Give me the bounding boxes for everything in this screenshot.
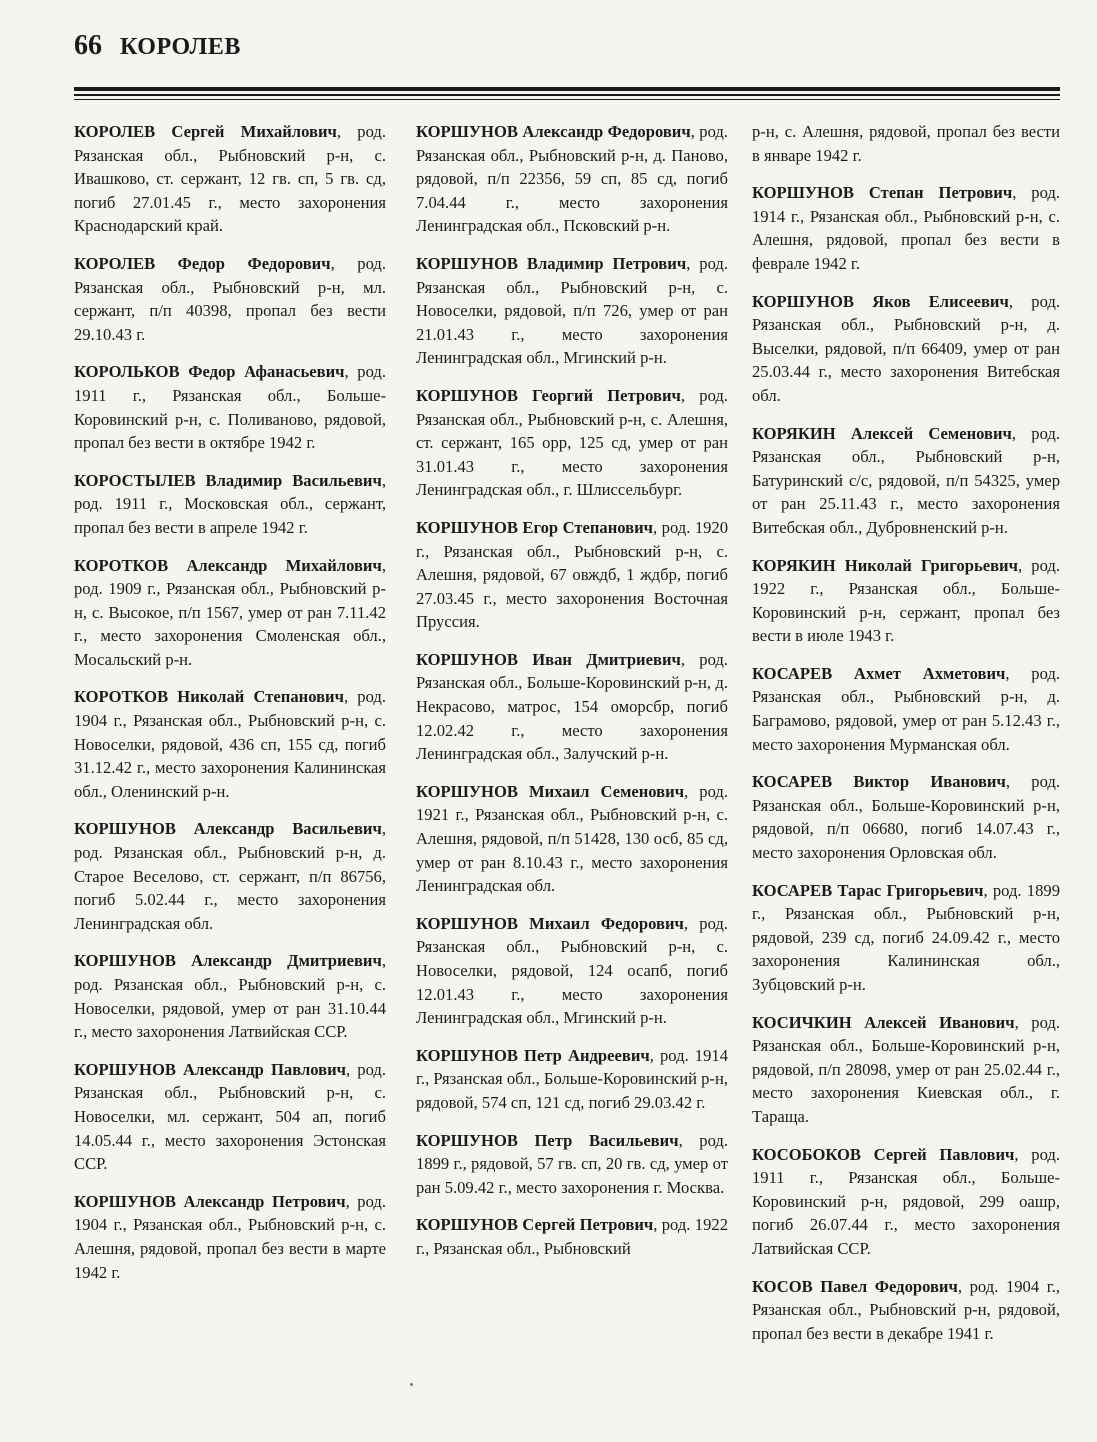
entry-text: , род. 1911 г., Рязанская обл., Больше-Коровинский р-н, с. Поливаново, рядовой, пропал без вести в октябре 1942 г. [74, 362, 386, 453]
entry-text: , род. 1914 г., Рязанская обл., Больше-Коровинский р-н, рядовой, 574 сп, 121 сд, погиб 29.03.42 г. [416, 1045, 728, 1112]
entry-text: , род. Рязанская обл., Рыбновский р-н, мл. сержант, п/п 40398, пропал без вести 29.10.43 г. [74, 253, 386, 344]
entry [416, 120, 728, 238]
entry-text: , род. 1914 г., Рязанская обл., Рыбновский р-н, с. Алешня, рядовой, пропал без вести в феврале 1942 г. [752, 183, 1060, 273]
entry [752, 290, 1060, 408]
entry-text: , род. Рязанская обл., Рыбновский р-н, д. Баграмово, рядовой, умер от ран 5.12.43 г., место захоронения Мурманская обл. [752, 663, 1060, 754]
entry [752, 879, 1060, 997]
entry [416, 1129, 728, 1200]
entry-name: КОРШУНОВ Степан Петрович [752, 183, 1013, 203]
entry [74, 252, 386, 346]
entry-name: КОРШУНОВ Егор Степанович [416, 517, 654, 537]
entry-name: КОРШУНОВ Сергей Петрович [416, 1215, 654, 1235]
entry-text: , род. Рязанская обл., Рыбновский р-н, д. Паново, рядовой, п/п 22356, 59 сп, 85 сд, погиб 7.04.44 г., место захоронения Ленинградская обл., Псковский р-н. [416, 122, 728, 236]
entry-name: КОРШУНОВ Иван Дмитриевич [416, 649, 681, 669]
column-3 [752, 120, 1060, 1359]
entry [752, 1011, 1060, 1129]
entry-name: КОРОЛЕВ Федор Федорович [74, 253, 331, 273]
entry [752, 1275, 1060, 1346]
entry-text: , род. Рязанская обл., Рыбновский р-н, Батуринский с/с, рядовой, п/п 54325, умер от ран 25.11.43 г., место захоронения Витебская обл., Дубровненский р-н. [752, 423, 1060, 537]
entry-name: КОСОВ Павел Федорович [752, 1276, 958, 1296]
entry [74, 1190, 386, 1284]
entry-name: КОРШУНОВ Александр Дмитриевич [74, 951, 382, 971]
entry-text: , род. 1920 г., Рязанская обл., Рыбновский р-н, с. Алешня, рядовой, 67 овждб, 1 ждбр, погиб 27.03.45 г., место захоронения Восточная Пруссия. [416, 517, 729, 632]
entry-name: КОРШУНОВ Петр Андреевич [416, 1045, 650, 1065]
entry-text: , род. 1904 г., Рязанская обл., Рыбновский р-н, с. Новоселки, рядовой, 436 сп, 155 сд, погиб 31.12.42 г., место захоронения Калининская обл., Оленинский р-н. [74, 687, 386, 801]
header-rule [74, 87, 1060, 91]
entry-name: КОРШУНОВ Владимир Петрович [416, 253, 687, 273]
entry-text: , род. Рязанская обл., Рыбновский р-н, с. Новоселки, мл. сержант, 504 ап, погиб 14.05.44 г., место захоронения Эстонская ССР. [74, 1059, 386, 1174]
entry [74, 120, 386, 238]
entry-name: КОСИЧКИН Алексей Иванович [752, 1012, 1015, 1032]
entry-text: , род. Рязанская обл., Больше-Коровинский р-н, рядовой, п/п 28098, умер от ран 25.02.44 г., место захоронения Киевская обл., г. Тараща. [752, 1012, 1060, 1126]
entry-name: КОРШУНОВ Александр Васильевич [74, 819, 382, 839]
entry [416, 1044, 728, 1115]
entry [416, 516, 728, 634]
entry-name: КОРОЛЕВ Сергей Михайлович [74, 122, 337, 141]
entry-text: , род. 1899 г., Рязанская обл., Рыбновский р-н, рядовой, 239 сд, погиб 24.09.42 г., место захоронения Калининская обл., Зубцовский р-н. [752, 880, 1060, 994]
entry [74, 949, 386, 1043]
entry-text: , род. Рязанская обл., Рыбновский р-н, с. Ивашково, ст. сержант, 12 гв. сп, 5 гв. сд, погиб 27.01.45 г., место захоронения Краснодарский край. [74, 122, 386, 236]
entry [416, 1213, 728, 1260]
header-rule [74, 99, 1060, 100]
column-2 [416, 120, 728, 1275]
entry [752, 770, 1060, 864]
entry-text: , род. Рязанская обл., Рыбновский р-н, с. Новоселки, рядовой, умер от ран 31.10.44 г., место захоронения Латвийская ССР. [74, 951, 386, 1042]
entry-name: КОСАРЕВ Тарас Григорьевич [752, 880, 984, 900]
entry-text: , род. 1899 г., рядовой, 57 гв. сп, 20 гв. сд, умер от ран 5.09.42 г., место захоронения г. Москва. [416, 1130, 728, 1197]
page-number: 66 [74, 30, 102, 61]
entry-text: , род. 1904 г., Рязанская обл., Рыбновский р-н, с. Алешня, рядовой, пропал без вести в марте 1942 г. [74, 1191, 386, 1282]
entry [416, 384, 728, 502]
entry [416, 252, 728, 370]
running-head: КОРОЛЕВ [120, 34, 241, 60]
entry-name: КОРОЛЬКОВ Федор Афанасьевич [74, 362, 345, 382]
entry [416, 780, 728, 898]
entry-text: , род. 1911 г., Рязанская обл., Больше-Коровинский р-н, рядовой, 299 оашр, погиб 26.07.44 г., место захоронения Латвийская ССР. [752, 1144, 1060, 1258]
entry [74, 1058, 386, 1176]
entry [416, 648, 728, 766]
entry-text: , род. Рязанская обл., Больше-Коровинский р-н, рядовой, п/п 06680, погиб 14.07.43 г., место захоронения Орловская обл. [752, 772, 1060, 863]
entry-text: , род. Рязанская обл., Больше-Коровинский р-н, д. Некрасово, матрос, 154 оморсбр, погиб 12.02.42 г., место захоронения Ленинградская обл., Залучский р-н. [416, 649, 728, 764]
print-speck [410, 1383, 413, 1386]
entry-text: , род. 1922 г., Рязанская обл., Рыбновский [416, 1215, 728, 1258]
entry-name: КОСАРЕВ Виктор Иванович [752, 772, 1006, 792]
entry [752, 1143, 1060, 1261]
entry [752, 181, 1060, 275]
entry-name: КОРОСТЫЛЕВ Владимир Васильевич [74, 470, 382, 490]
entry-text: , род. Рязанская обл., Рыбновский р-н, с. Новоселки, рядовой, п/п 726, умер от ран 21.01.43 г., место захоронения Ленинградская обл., Мгинский р-н. [416, 253, 728, 368]
entry [752, 120, 1060, 167]
entry-text: , род. 1922 г., Рязанская обл., Больше-Коровинский р-н, сержант, пропал без вести в июле 1943 г. [752, 555, 1060, 646]
entry-text: , род. Рязанская обл., Рыбновский р-н, д. Выселки, рядовой, п/п 66409, умер от ран 25.03.44 г., место захоронения Витебская обл. [752, 291, 1060, 405]
entry-name: КОРШУНОВ Александр Федорович [416, 122, 691, 141]
entry-text: , род. 1904 г., Рязанская обл., Рыбновский р-н, рядовой, пропал без вести в декабре 1941 г. [752, 1276, 1061, 1343]
entry-name: КОРШУНОВ Яков Елисеевич [752, 291, 1009, 311]
entry-name: КОРШУНОВ Александр Павлович [74, 1059, 347, 1079]
entry-text: , род. Рязанская обл., Рыбновский р-н, д. Старое Веселово, ст. сержант, п/п 86756, погиб 5.02.44 г., место захоронения Ленинградская обл. [74, 819, 386, 933]
column-1 [74, 120, 386, 1298]
entry-text: р-н, с. Алешня, рядовой, пропал без вести в январе 1942 г. [752, 122, 1060, 165]
entry-name: КОРШУНОВ Александр Петрович [74, 1191, 346, 1211]
entry [416, 912, 728, 1030]
entry-name: КОРШУНОВ Михаил Семенович [416, 781, 685, 801]
entry-name: КОРШУНОВ Петр Васильевич [416, 1130, 679, 1150]
page-header [74, 30, 241, 62]
entry [74, 360, 386, 454]
entry-text: , род. 1911 г., Московская обл., сержант, пропал без вести в апреле 1942 г. [74, 470, 386, 537]
entry-name: КОСАРЕВ Ахмет Ахметович [752, 663, 1006, 683]
entry [752, 662, 1060, 756]
entry [74, 685, 386, 803]
entry [74, 469, 386, 540]
entry-text: , род. 1909 г., Рязанская обл., Рыбновский р-н, с. Высокое, п/п 1567, умер от ран 7.11.42 г., место захоронения Смоленская обл., Мосальский р-н. [74, 555, 386, 669]
entry [752, 554, 1060, 648]
entry-name: КОРОТКОВ Александр Михайлович [74, 555, 382, 575]
entry [752, 422, 1060, 540]
entry-name: КОСОБОКОВ Сергей Павлович [752, 1144, 1015, 1164]
entry [74, 554, 386, 672]
entry-name: КОРЯКИН Николай Григорьевич [752, 555, 1018, 575]
entry-text: , род. 1921 г., Рязанская обл., Рыбновский р-н, с. Алешня, рядовой, п/п 51428, 130 осб, 85 сд, умер от ран 8.10.43 г., место захоронения Ленинградская обл. [416, 781, 728, 896]
entry [74, 817, 386, 935]
entry-name: КОРОТКОВ Николай Степанович [74, 687, 344, 707]
entry-text: , род. Рязанская обл., Рыбновский р-н, с. Новоселки, рядовой, 124 осапб, погиб 12.01.43 г., место захоронения Ленинградская обл., Мгинский р-н. [416, 913, 728, 1028]
header-rule [74, 94, 1060, 96]
entry-name: КОРШУНОВ Георгий Петрович [416, 385, 681, 405]
entry-text: , род. Рязанская обл., Рыбновский р-н, с. Алешня, ст. сержант, 165 орр, 125 сд, умер от ран 31.01.43 г., место захоронения Ленинградская обл., г. Шлиссельбург. [416, 385, 728, 500]
entry-name: КОРЯКИН Алексей Семенович [752, 423, 1012, 443]
entry-name: КОРШУНОВ Михаил Федорович [416, 913, 684, 933]
